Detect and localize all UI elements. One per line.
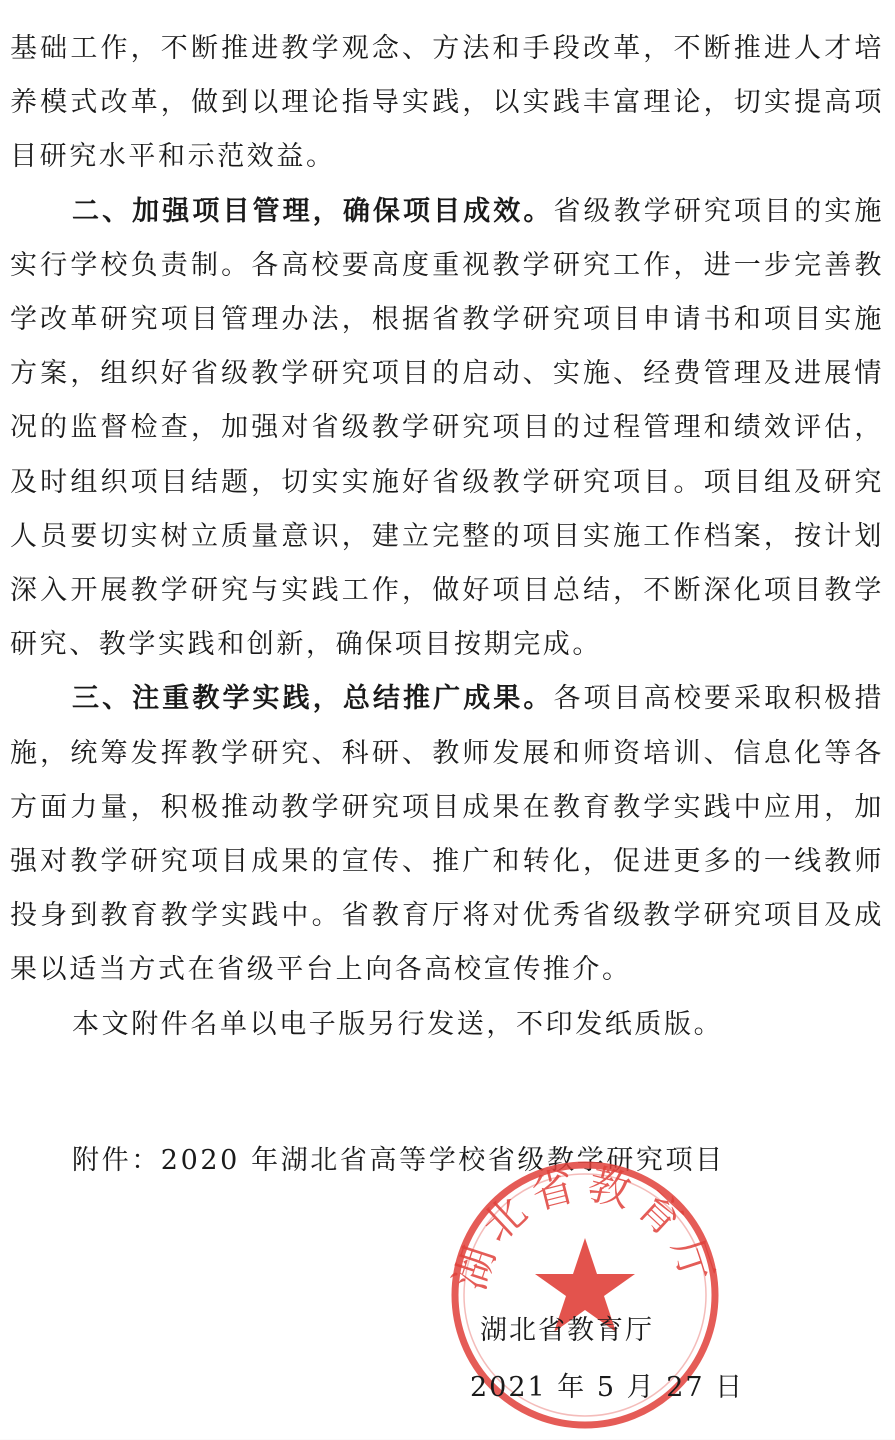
section-2-paragraph — [10, 185, 884, 673]
issuer-signature: 湖北省教育厅 — [480, 1315, 654, 1346]
note-paragraph: 本文附件名单以电子版另行发送，不印发纸质版。 — [72, 1008, 724, 1040]
attachment-line: 附件：2020 年湖北省高等学校省级教学研究项目 — [72, 1145, 725, 1176]
section-3-heading: 三、注重教学实践，总结推广成果。 — [72, 683, 554, 715]
issue-date: 2021 年 5 月 27 日 — [470, 1372, 745, 1403]
section-3-body: 各项目高校要采取积极措施，统筹发挥教学研究、科研、教师发展和师资培训、信息化等各方面力量，积极推动教学研究项目成果在教育教学实践中应用，加强对教学研究项目成果的宣传、推广和转化，促进更多的一线教师投身到教育教学实践中。省教育厅将对优秀省级教学研究项目及成果以适当方式在省级平台上向各高校宣传推介。 — [10, 683, 884, 986]
section-2-heading: 二、加强项目管理，确保项目成效。 — [72, 195, 554, 227]
section-3-paragraph — [10, 672, 884, 997]
document-body — [10, 22, 884, 1052]
seal-text: 湖北省教育厅 — [445, 1159, 725, 1296]
opening-paragraph: 基础工作，不断推进教学观念、方法和手段改革，不断推进人才培养模式改革，做到以理论指导实践，以实践丰富理论，切实提高项目研究水平和示范效益。 — [10, 33, 884, 173]
section-2-body: 省级教学研究项目的实施实行学校负责制。各高校要高度重视教学研究工作，进一步完善教学改革研究项目管理办法，根据省教学研究项目申请书和项目实施方案，组织好省级教学研究项目的启动、实施、经费管理及进展情况的监督检查，加强对省级教学研究项目的过程管理和绩效评估，及时组织项目结题，切实实施好省级教学研究项目。项目组及研究人员要切实树立质量意识，建立完整的项目实施工作档案，按计划深入开展教学研究与实践工作，做好项目总结，不断深化项目教学研究、教学实践和创新，确保项目按期完成。 — [10, 195, 884, 661]
